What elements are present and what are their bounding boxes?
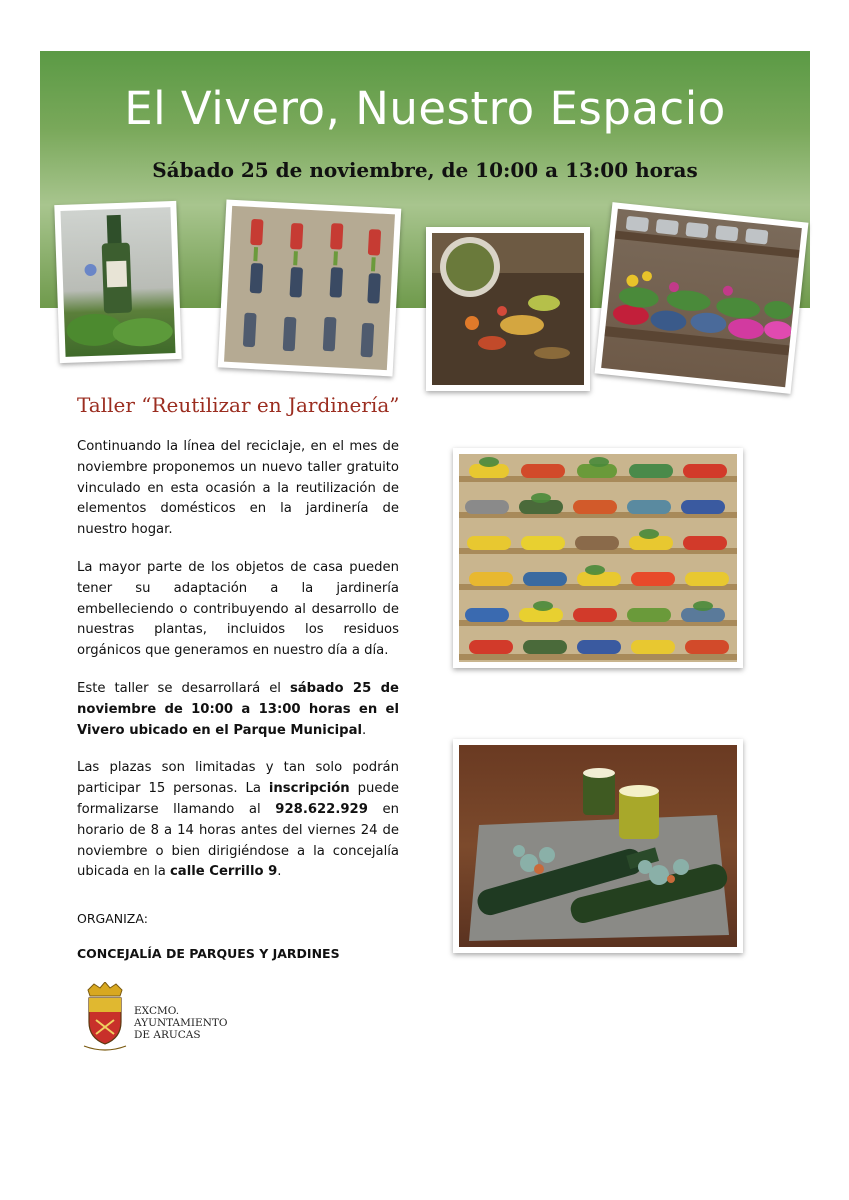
photo-compost <box>426 227 590 391</box>
paragraph-intro: Continuando la línea del reciclaje, en el mes de noviembre proponemos un nuevo taller gratuito vinculado en esta ocasión a la reutilización de elementos domésticos en la jardinería de nuestro hogar. <box>77 439 399 538</box>
phone-number: 928.622.929 <box>275 801 368 817</box>
photo-succulent-bottles <box>453 739 743 953</box>
photo-shoe-planters <box>595 202 809 394</box>
paragraph-registration: Las plazas son limitadas y tan solo podrán participar 15 personas. La inscripción puede formalizarse llamando al 928.622.929 en horario de 8 a 14 horas antes del viernes 24 de noviembre o bien dirigiéndose a la concejalía ubicada en la calle Cerrillo 9. <box>77 760 399 880</box>
arucas-coat-of-arms <box>80 982 130 1054</box>
paragraph-schedule: Este taller se desarrollará el sábado 25 de noviembre de 10:00 a 13:00 horas en el Vivero ubicado en el Parque Municipal. <box>77 680 399 738</box>
organizer-name: CONCEJALÍA DE PARQUES Y JARDINES <box>77 946 340 961</box>
photo-bottle-planter <box>54 201 181 363</box>
page-title: El Vivero, Nuestro Espacio <box>124 82 726 135</box>
organiza-label: ORGANIZA: <box>77 911 148 926</box>
photo-bottle-wall <box>218 200 402 377</box>
workshop-description <box>77 437 399 900</box>
photo-vertical-garden <box>453 448 743 668</box>
paragraph-objects: La mayor parte de los objetos de casa pueden tener su adaptación a la jardinería embelleciendo o contribuyendo al desarrollo de nuestras plantas, incluidos los residuos orgánicos que generamos en nuestro día a día. <box>77 559 399 659</box>
event-date: Sábado 25 de noviembre, de 10:00 a 13:00 horas <box>152 158 698 182</box>
address: calle Cerrillo 9 <box>169 864 278 880</box>
workshop-title: Taller “Reutilizar en Jardinería” <box>77 393 400 417</box>
municipality-name: EXCMO. AYUNTAMIENTO DE ARUCAS <box>134 1005 228 1041</box>
